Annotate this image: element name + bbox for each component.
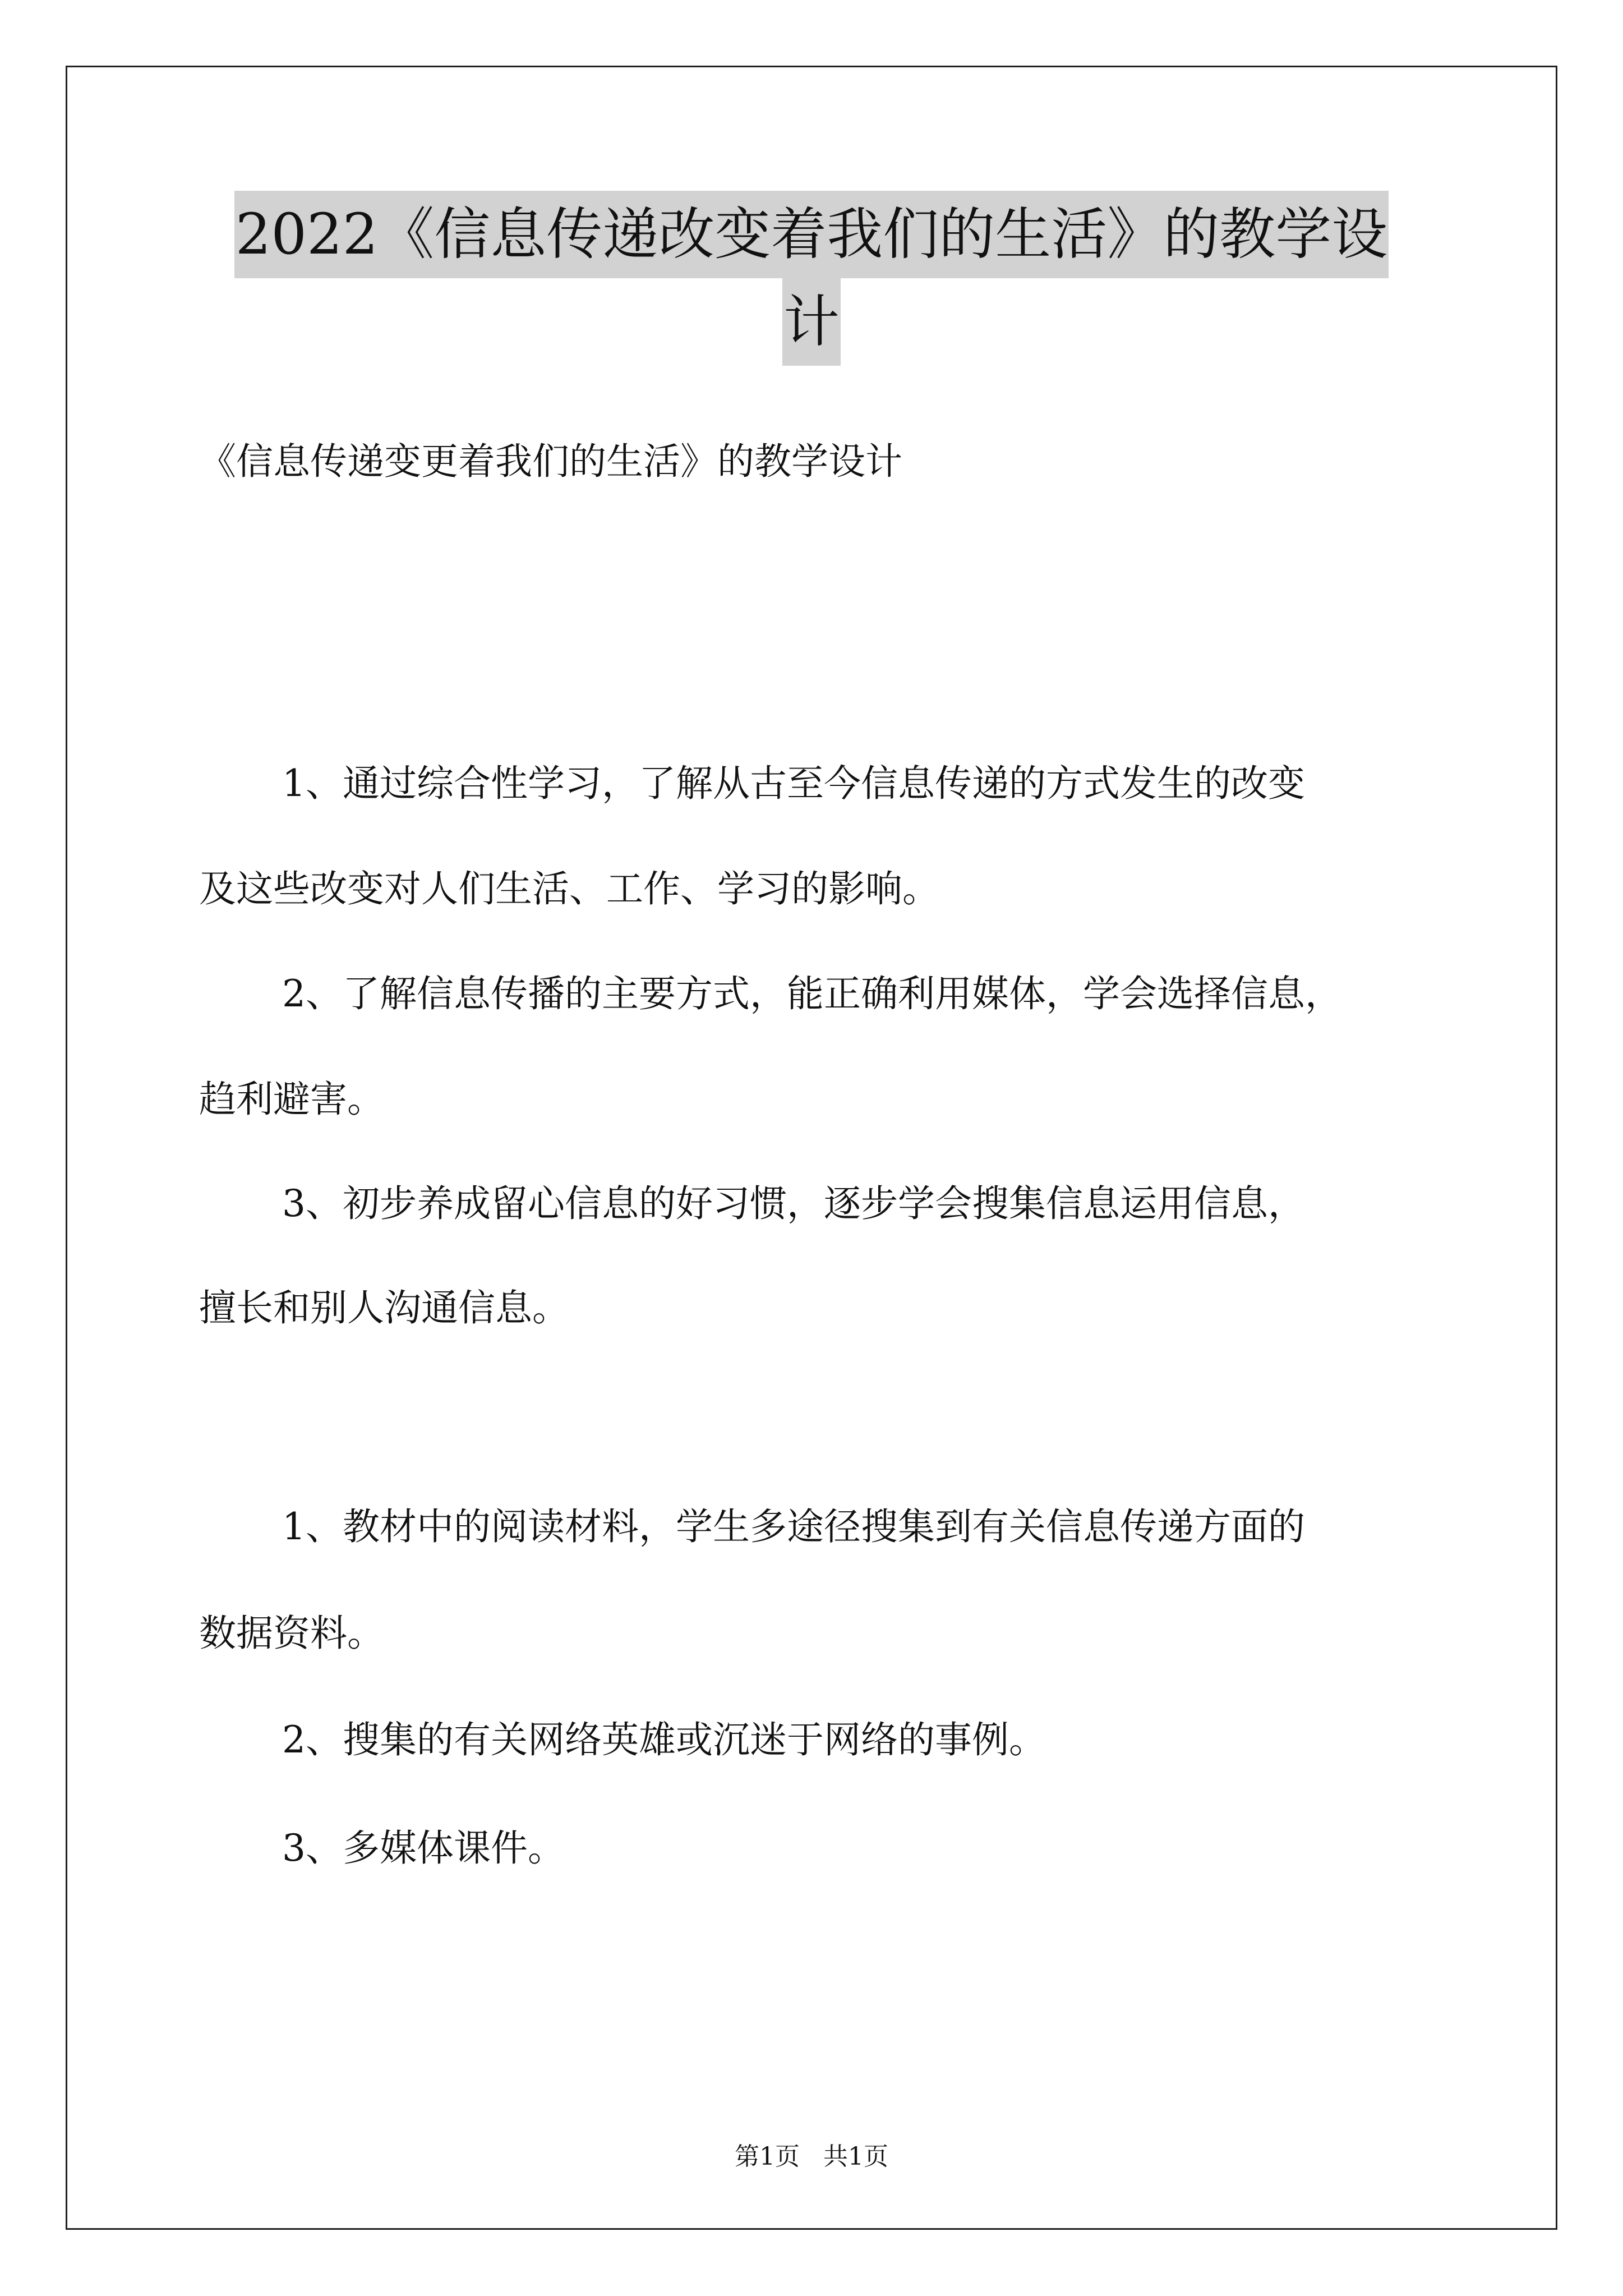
- title-line-2: 计: [782, 278, 841, 366]
- material-1-line-2: 数据资料。: [199, 1612, 384, 1655]
- objective-2-line-2: 趋利避害。: [199, 1078, 384, 1121]
- document-title: [168, 191, 1455, 366]
- document-subtitle: 《信息传递变更着我们的生活》的教学设计: [199, 440, 902, 483]
- objective-3-line-2: 擅长和别人沟通信息。: [199, 1286, 569, 1329]
- material-1-line-1: 1、教材中的阅读材料，学生多途径搜集到有关信息传递方面的: [282, 1505, 1305, 1548]
- material-3: 3、多媒体课件。: [282, 1826, 565, 1870]
- title-line-1: 2022《信息传递改变着我们的生活》的教学设: [234, 191, 1389, 278]
- objective-3-line-1: 3、初步养成留心信息的好习惯，逐步学会搜集信息运用信息，: [282, 1182, 1305, 1225]
- page-border: [66, 66, 1557, 2230]
- page-footer: 第1页 共1页: [735, 2142, 888, 2171]
- objective-1-line-2: 及这些改变对人们生活、工作、学习的影响。: [199, 867, 939, 910]
- objective-1-line-1: 1、通过综合性学习，了解从古至今信息传递的方式发生的改变: [282, 762, 1305, 805]
- objective-2-line-1: 2、了解信息传播的主要方式，能正确利用媒体，学会选择信息，: [282, 972, 1342, 1015]
- material-2: 2、搜集的有关网络英雄或沉迷于网络的事例。: [282, 1718, 1046, 1761]
